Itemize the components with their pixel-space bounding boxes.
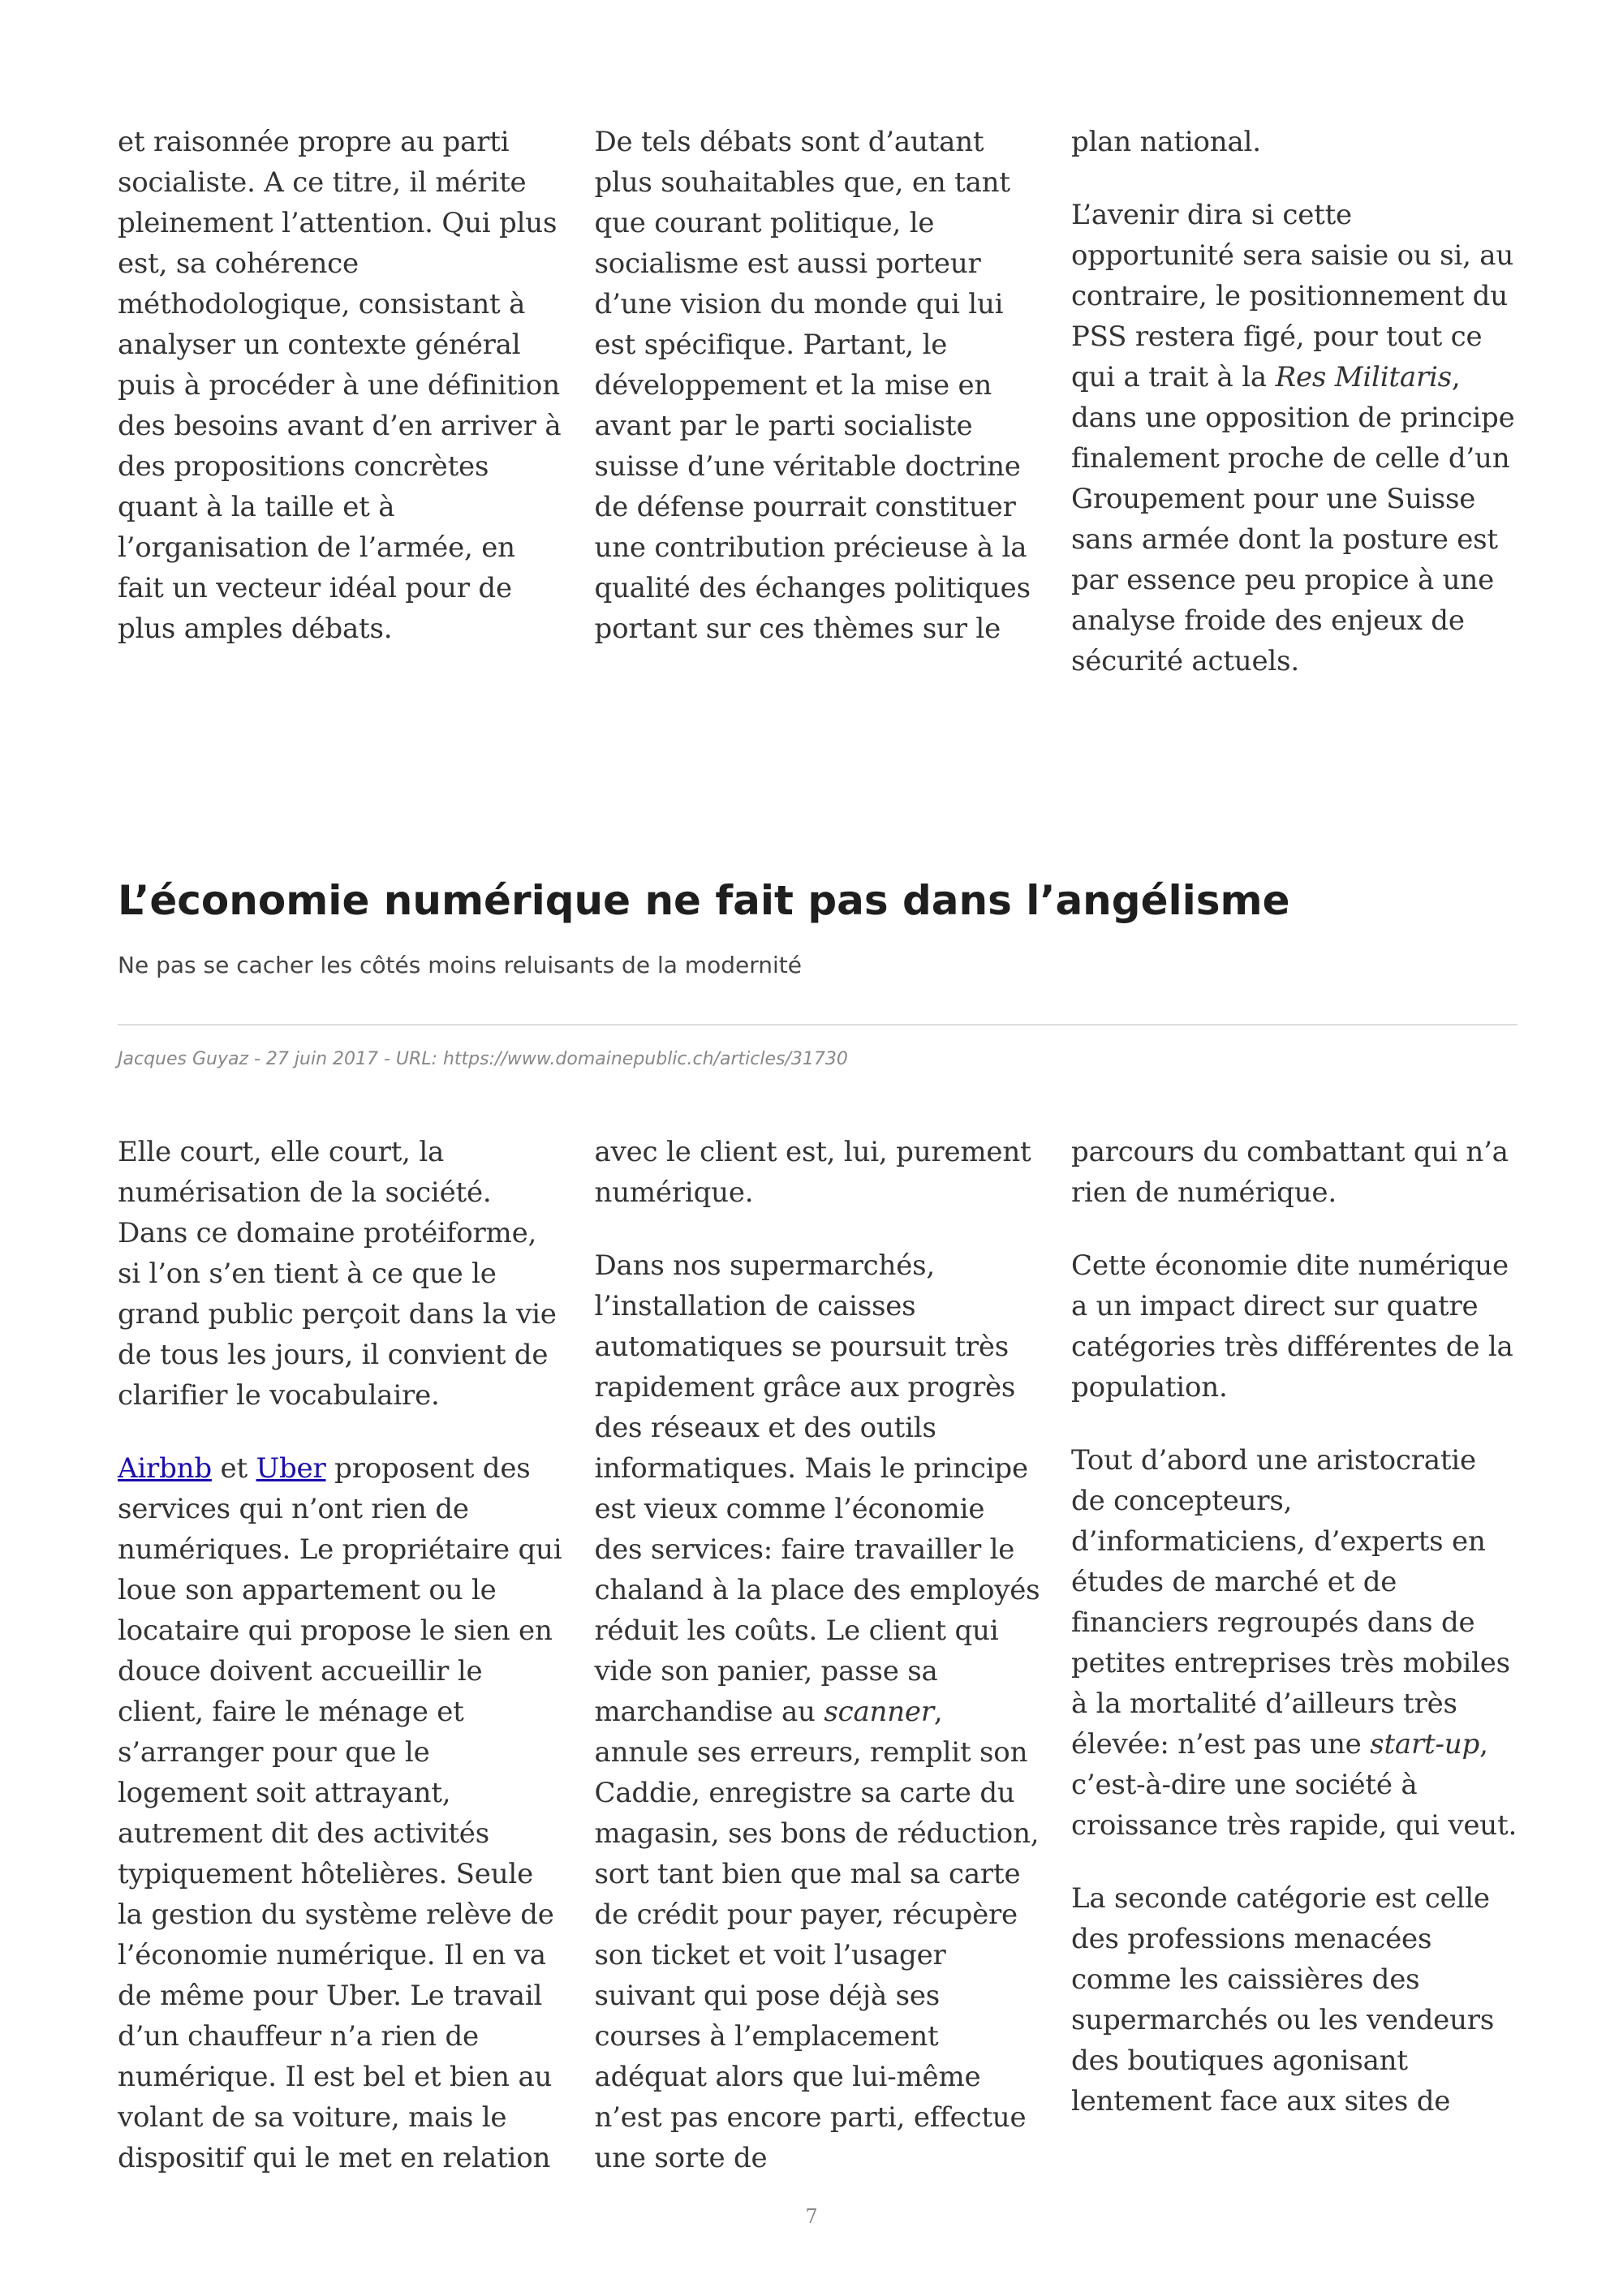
uber-link[interactable]: Uber	[256, 1452, 326, 1485]
text-span: , c’est-à-dire une société à croissance très rapide, qui veut.	[1071, 1728, 1518, 1842]
paragraph: Elle court, elle court, la numérisation de la société. Dans ce domaine protéiforme, si l’on s’en tient à ce que le grand public perçoit dans la vie de tous les jours, il convient de clarifier le vocabulaire.	[118, 1136, 557, 1412]
paragraph	[595, 1245, 1041, 2178]
previous-article-columns	[118, 122, 1518, 681]
text-span: Dans nos supermarchés, l’installation de caisses automatiques se poursuit très rapidement grâce aux progrès des réseaux et des outils informatiques. Mais le principe est vieux comme l’économie des services: faire travailler le chaland à la place des employés réduit les coûts. Le client qui vide son panier, passe sa marchandise au	[594, 1249, 1040, 1728]
emphasis: start-up	[1370, 1728, 1480, 1761]
emphasis: scanner	[824, 1696, 934, 1728]
paragraph: avec le client est, lui, purement numérique.	[594, 1136, 1031, 1209]
text-span: Tout d’abord une aristocratie de concepteurs, d’informaticiens, d’experts en études de marché et de financiers regroupés dans de petites entreprises très mobiles à la mortalité d’ailleurs très élevée: n’est pas une	[1071, 1444, 1510, 1761]
column-1	[118, 1132, 564, 2178]
paragraph: Cette économie dite numérique a un impact direct sur quatre catégories très différentes de la population.	[1071, 1249, 1513, 1404]
column-3	[1071, 122, 1518, 681]
paragraph	[1071, 1440, 1518, 1846]
paragraph: De tels débats sont d’autant plus souhaitables que, en tant que courant politique, le socialisme est aussi porteur d’une vision du monde qui lui est spécifique. Partant, le développement et la mise en avant par le parti socialiste suisse d’une véritable doctrine de défense pourrait constituer une contribution précieuse à la qualité des échanges politiques portant sur ces thèmes sur le	[594, 126, 1031, 645]
text-span: proposent des services qui n’ont rien de numériques. Le propriétaire qui loue son appartement ou le locataire qui propose le sien en douce doivent accueillir le client, faire le ménage et s’arranger pour que le logement soit attrayant, autrement dit des activités typiquement hôtelières. Seule la gestion du système relève de l’économie numérique. Il en va de même pour Uber. Le travail d’un chauffeur n’a rien de numérique. Il est bel et bien au volant de sa voiture, mais le dispositif qui le met en relation	[118, 1452, 562, 2174]
text-span: L’avenir dira si cette opportunité sera saisie ou si, au contraire, le positionnement du PSS restera figé, pour tout ce qui a trait à la	[1071, 199, 1514, 393]
text-span: , annule ses erreurs, remplit son Caddie, enregistre sa carte du magasin, ses bons de réduction, sort tant bien que mal sa carte de crédit pour payer, récupère son ticket et voit l’usager suivant qui pose déjà ses courses à l’emplacement adéquat alors que lui-même n’est pas encore parti, effectue une sorte de	[594, 1696, 1040, 2174]
paragraph	[1071, 195, 1518, 681]
paragraph: et raisonnée propre au parti socialiste. A ce titre, il mérite pleinement l’attention. Qui plus est, sa cohérence méthodologique, consistant à analyser un contexte général puis à procéder à une définition des besoins avant d’en arriver à des propositions concrètes quant à la taille et à l’organisation de l’armée, en fait un vecteur idéal pour de plus amples débats.	[118, 126, 562, 645]
paragraph: plan national.	[1071, 126, 1261, 158]
divider	[118, 1024, 1518, 1025]
page-number: 7	[805, 2205, 818, 2228]
column-1	[118, 122, 564, 681]
paragraph: parcours du combattant qui n’a rien de numérique.	[1071, 1136, 1509, 1209]
column-3	[1071, 1132, 1518, 2178]
paragraph: La seconde catégorie est celle des professions menacées comme les caissières des supermarchés ou les vendeurs des boutiques agonisant lentement face aux sites de	[1071, 1882, 1495, 2118]
emphasis: Res Militaris	[1275, 361, 1452, 393]
article-meta: Jacques Guyaz - 27 juin 2017 - URL: https://www.domainepublic.ch/articles/31730	[118, 1049, 848, 1069]
paragraph	[118, 1448, 564, 2178]
column-2	[595, 122, 1041, 681]
article-subtitle: Ne pas se cacher les côtés moins reluisants de la modernité	[118, 952, 802, 978]
article-columns	[118, 1132, 1518, 2178]
article-title: L’économie numérique ne fait pas dans l’angélisme	[118, 877, 1290, 924]
text-span: , dans une opposition de principe finalement proche de celle d’un Groupement pour une Suisse sans armée dont la posture est par essence peu propice à une analyse froide des enjeux de sécurité actuels.	[1071, 361, 1515, 677]
airbnb-link[interactable]: Airbnb	[118, 1452, 212, 1485]
column-2	[595, 1132, 1041, 2178]
text-span: et	[211, 1452, 256, 1485]
